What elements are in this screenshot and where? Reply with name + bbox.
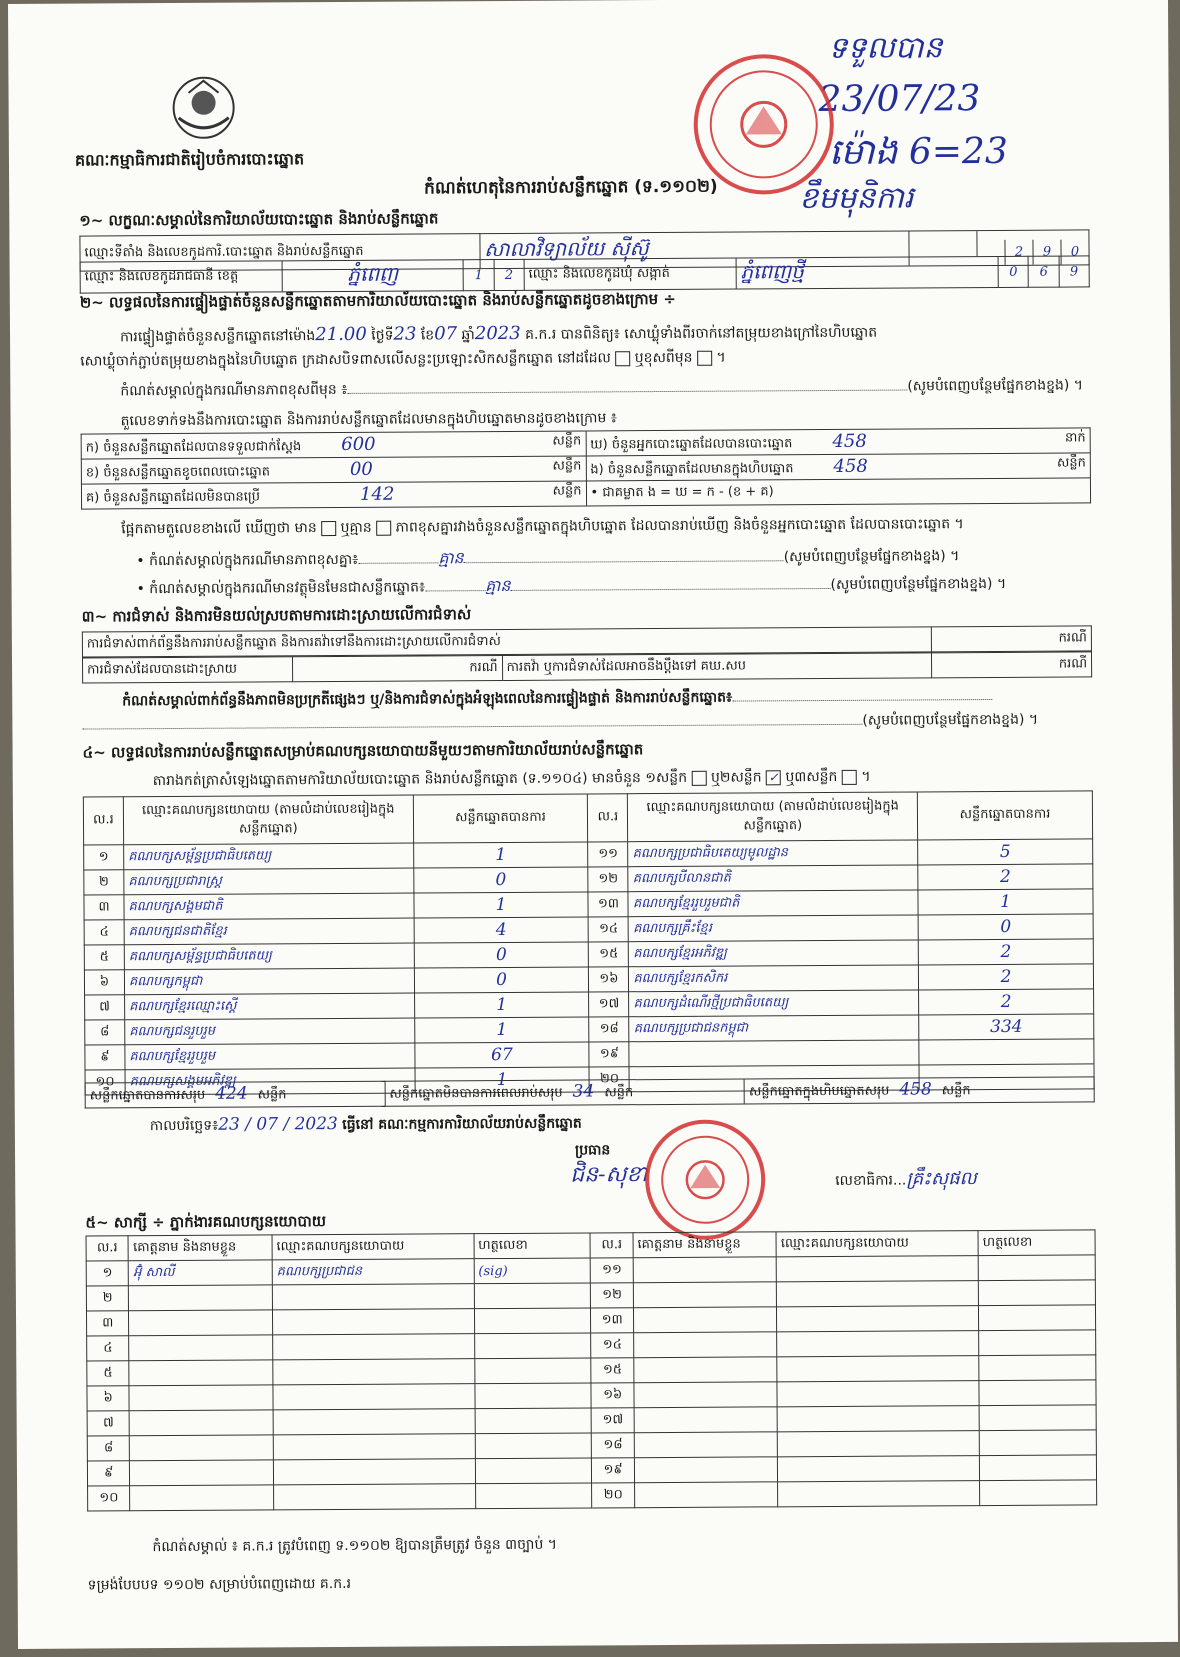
row-kha: ខ) ចំនួនសន្លឹកឆ្នោតខូចពេលបោះឆ្នោត 00 សន្លឹក [81, 456, 586, 484]
party-name: គណបក្សដំណើរថ្មីប្រជាធិបតេយ្យ [629, 990, 919, 1017]
witness-cell [634, 1457, 778, 1483]
witness-cell [978, 1255, 1095, 1281]
party-votes: 2 [918, 939, 1093, 965]
s2-results-intro: តួលេខទាក់ទងនឹងការបោះឆ្នោត និងការរាប់សន្លឹកឆ្នោតដែលមានក្នុងហិបឆ្នោតមានដូចខាងក្រោម ៖ [120, 410, 617, 430]
witness-cell [273, 1434, 475, 1460]
province-label: ឈ្មោះ និងលេខកូដរាជធានី ខេត្ត [80, 261, 282, 293]
party-no: ១៧ [589, 992, 629, 1017]
witness-cell [273, 1484, 475, 1510]
invalid-total: សន្លឹកឆ្នោតមិនបានការពេលរាប់សរុប 34 សន្លឹក [385, 1079, 745, 1106]
row-ka: ក) ចំនួនសន្លឹកឆ្នោតដែលបានទទួលជាក់ស្តែង 600 សន្លឹក [81, 431, 586, 459]
witness-table [86, 1229, 1098, 1511]
witness-cell: ១៨ [592, 1433, 635, 1458]
witness-cell [778, 1431, 980, 1457]
secretary: លេខាធិការ...គ្រឹះសុផល [835, 1168, 977, 1190]
party-name: គណបក្សខ្មែររួបរួមជាតិ [628, 890, 918, 917]
forwarded-label: ការតវ៉ា ឬការជំទាស់ដែលអាចនឹងប្តឹងទៅ គឃ.សប [502, 653, 932, 681]
witness-cell [777, 1381, 979, 1407]
party-votes: 1 [414, 892, 589, 918]
party-votes: 0 [414, 967, 589, 993]
nec-emblem-icon [168, 73, 238, 143]
witness-cell [634, 1357, 778, 1383]
s2-check-line: ផ្អែកតាមតួលេខខាងលើ ឃើញថា មាន ឬគ្មាន ភាពខុសគ្នារវាងចំនួនសន្លឹកឆ្នោតក្នុងហិបឆ្នោត ដែលបានរាប់ឃើញ និងចំនួនអ្នកបោះឆ្នោត ដែលបានបោះឆ្នោត ។ [121, 516, 964, 538]
witness-cell: ២ [86, 1286, 129, 1311]
party-votes: 2 [918, 864, 1093, 890]
witness-cell [475, 1383, 592, 1409]
witness-cell [777, 1356, 979, 1382]
party-no: ១៤ [589, 917, 629, 942]
party-no: ៨ [85, 1020, 125, 1045]
handwritten-note-1: ទទួលបាន [828, 30, 943, 66]
forwarded-unit: ករណី [932, 652, 1092, 678]
witness-cell [273, 1409, 475, 1435]
witness-cell [130, 1435, 274, 1461]
witness-cell [475, 1408, 592, 1434]
witness-cell [980, 1480, 1097, 1506]
witness-cell: ១២ [591, 1283, 634, 1308]
witness-cell [475, 1483, 592, 1509]
witness-cell: ១០ [88, 1486, 131, 1511]
witness-cell [129, 1360, 273, 1386]
w-col-name-2: គោត្តនាម និងនាមខ្លួន [633, 1232, 777, 1258]
party-name: គណបក្សខ្មែរកសិករ [629, 965, 919, 992]
checkbox-yes [615, 351, 630, 366]
row-ngo: ង) ចំនួនសន្លឹកឆ្នោតដែលមានក្នុងហិបឆ្នោត 458 សន្លឹក [586, 453, 1091, 481]
party-votes: 0 [414, 942, 589, 968]
witness-cell: ៩ [87, 1461, 130, 1486]
witness-cell [979, 1430, 1096, 1456]
party-no: ១៦ [589, 967, 629, 992]
location-table [80, 255, 1090, 293]
witness-cell [633, 1257, 777, 1283]
resolved-unit: ករណី [292, 655, 502, 681]
witness-cell [272, 1334, 474, 1360]
official-seal-bottom [645, 1119, 766, 1240]
party-votes: 0 [918, 914, 1093, 940]
row-ko: គ) ចំនួនសន្លឹកឆ្នោតដែលមិនបានប្រើ 142 សន្លឹក [81, 481, 586, 509]
party-name: គណបក្សសម្ព័ន្ធប្រជាធិបតេយ្យ [124, 843, 414, 870]
party-name: គណបក្សជនជាតិខ្មែរ [124, 918, 414, 945]
section-2-heading: ២~ លទ្ធផលនៃការផ្ទៀងផ្ទាត់ចំនួនសន្លឹកឆ្នោតតាមការិយាល័យបោះឆ្នោត និងរាប់សន្លឹកឆ្នោតដូចខាងក្រោម ÷ [79, 289, 677, 312]
col-no: ល.រ [83, 797, 123, 845]
handwritten-time: ម៉ោង 6=23 [828, 130, 1008, 173]
party-name: គណបក្សប្រជាធិបតេយ្យមូលដ្ឋាន [628, 840, 918, 867]
witness-cell: ៣ [86, 1311, 129, 1336]
chair-signature: ជិន-សុខា [570, 1162, 648, 1188]
w-col-party: ឈ្មោះគណបក្សនយោបាយ [272, 1234, 474, 1260]
party-no: ១០ [85, 1070, 125, 1095]
witness-cell [474, 1308, 591, 1334]
s2-note-diff: កំណត់សម្គាល់ក្នុងករណីមានភាពខុសពីមុន ៖ (សូមបំពេញបន្ថែមផ្នែកខាងខ្នង) ។ [120, 377, 1084, 400]
witness-cell [778, 1481, 980, 1507]
s2-line1: ការផ្ទៀងផ្ទាត់ចំនួនសន្លឹកឆ្នោតនៅម៉ោង21.00 ថ្ងៃទី23 ខែ07 ឆ្នាំ2023 គ.ក.រ បានពិនិត្យ៖ សោឃ្លុំទាំងពីរចាក់នៅតម្រុយខាងក្រៅនៃហិបឆ្នោត [119, 322, 878, 346]
witness-cell [273, 1359, 475, 1385]
witness-cell [273, 1459, 475, 1485]
party-votes: 4 [414, 917, 589, 943]
party-name: គណបក្សខ្មែរឈ្មោះស្តើ [125, 993, 415, 1020]
party-votes: 2 [919, 989, 1094, 1015]
w-col-sign-2: ហត្ថលេខា [978, 1230, 1095, 1256]
ballot-count-form [8, 0, 1178, 1649]
witness-cell [777, 1331, 979, 1357]
party-no: ៣ [84, 895, 124, 920]
party-votes: 1 [918, 889, 1093, 915]
party-votes: 0 [413, 867, 588, 893]
witness-cell [634, 1407, 778, 1433]
handwritten-signature-note: ខឹមមុនិការ [799, 180, 914, 217]
witness-cell: ១៥ [591, 1358, 634, 1383]
s2-note-nonballot: • កំណត់សម្គាល់ក្នុងករណីមានវត្ថុមិនមែនជាសន្លឹកឆ្នោត៖ គ្មាន (សូមបំពេញបន្ថែមផ្នែកខាងខ្នង) ។ [136, 575, 1007, 598]
commune-code-1: 0 [998, 256, 1028, 287]
party-votes: 1 [414, 992, 589, 1018]
witness-cell [778, 1456, 980, 1482]
footer-note: កំណត់សម្គាល់ ៖ គ.ក.រ ត្រូវបំពេញ ទ.១១០២ ឱ្យបានត្រឹមត្រូវ ចំនួន ៣ច្បាប់ ។ [152, 1536, 558, 1556]
witness-cell [474, 1358, 591, 1384]
witness-cell [129, 1385, 273, 1411]
witness-cell: ១៩ [592, 1458, 635, 1483]
party-no: ៧ [85, 995, 125, 1020]
witness-cell [979, 1355, 1096, 1381]
official-seal-top [693, 54, 834, 195]
party-votes [919, 1039, 1094, 1065]
organization-name: គណៈកម្មាធិការជាតិរៀបចំការបោះឆ្នោត [74, 149, 305, 170]
w-col-name: គោត្តនាម និងនាមខ្លួន [128, 1235, 272, 1261]
party-name: គណបក្សកម្ពុជា [124, 968, 414, 995]
party-votes: 1 [413, 842, 588, 868]
witness-cell [777, 1281, 979, 1307]
party-name [629, 1040, 919, 1067]
resolved-label: ការជំទាស់ដែលបានដោះស្រាយ [82, 657, 292, 683]
party-no: ៤ [84, 920, 124, 945]
vote-totals-table [85, 1076, 1095, 1108]
date-signed: កាលបរិច្ឆេទ៖23 / 07 / 2023 ធ្វើនៅ គណៈកម្មការការិយាល័យរាប់សន្លឹកឆ្នោត [149, 1114, 582, 1135]
commune-name: ភ្នំពេញថ្មី [736, 256, 999, 289]
commune-code-3: 9 [1059, 256, 1090, 287]
party-name: គណបក្សសង្គមជាតិ [124, 893, 414, 920]
witness-cell [634, 1482, 778, 1508]
party-votes: 1 [415, 1067, 590, 1093]
witness-cell [130, 1485, 274, 1511]
s3-note: កំណត់សម្គាល់ពាក់ព័ន្ធនឹងភាពមិនប្រក្រតីផ្សេងៗ ឬ/និងការជំទាស់ក្នុងអំឡុងពេលនៃការផ្ទៀងផ្ទាត់ និងការរាប់សន្លឹកឆ្នោត៖ [122, 686, 992, 712]
party-votes: 1 [414, 1017, 589, 1043]
complaints-row-1: ការជំទាស់ពាក់ព័ន្ធនឹងការរាប់សន្លឹកឆ្នោត និងការតវ៉ាទៅនឹងការដោះស្រាយលើការជំទាស់ [82, 627, 931, 657]
w-col-sign: ហត្ថលេខា [474, 1233, 591, 1259]
witness-cell [633, 1282, 777, 1308]
witness-cell [474, 1333, 591, 1359]
complaints-row-1-unit: ករណី [932, 626, 1092, 652]
row-gho: ឃ) ចំនួនអ្នកបោះឆ្នោតដែលបានបោះឆ្នោត 458 នាក់ [586, 428, 1091, 456]
witness-cell [978, 1280, 1095, 1306]
party-name: គណបក្សបីលានជាតិ [628, 865, 918, 892]
box-total: សន្លឹកឆ្នោតក្នុងហិបឆ្នោតសរុប 458 សន្លឹក [744, 1077, 1094, 1104]
section-4-heading: ៤~ លទ្ធផលនៃការរាប់សន្លឹកឆ្នោតសម្រាប់គណបក្សនយោបាយនីមួយៗតាមការិយាល័យរាប់សន្លឹកឆ្នោត [82, 740, 644, 762]
col-party-2: ឈ្មោះគណបក្សនយោបាយ (តាមលំដាប់លេខរៀងក្នុងសន្លឹកឆ្នោត) [628, 792, 918, 842]
party-no: ៦ [84, 970, 124, 995]
province-name: ភ្នំពេញ [282, 260, 464, 292]
party-no: ១ [84, 845, 124, 870]
witness-cell [777, 1306, 979, 1332]
witness-row [88, 1480, 1097, 1511]
witness-cell [129, 1285, 273, 1311]
witness-cell: ១៦ [591, 1383, 634, 1408]
w-col-party-2: ឈ្មោះគណបក្សនយោបាយ [776, 1231, 978, 1257]
witness-cell: ៦ [87, 1386, 130, 1411]
witness-cell [634, 1382, 778, 1408]
witness-cell [474, 1283, 591, 1309]
witness-cell [979, 1305, 1096, 1331]
witness-cell: ១ [86, 1261, 129, 1286]
chair-label: ប្រធាន [574, 1142, 611, 1159]
station-code: 2 9 0 [909, 230, 1089, 266]
footer-form-id: ទម្រង់បែបបទ ១១០២ សម្រាប់បំពេញដោយ គ.ក.រ [87, 1575, 352, 1594]
party-no: ២០ [589, 1067, 629, 1092]
col-votes-2: សន្លឹកឆ្នោតបានការ [917, 791, 1092, 840]
party-results-table [83, 790, 1095, 1095]
party-votes: 2 [919, 964, 1094, 990]
witness-cell [272, 1309, 474, 1335]
witness-cell [979, 1405, 1096, 1431]
party-no: ១២ [588, 867, 628, 892]
party-name: គណបក្សជនរួបរួម [125, 1018, 415, 1045]
witness-cell: ១៤ [591, 1333, 634, 1358]
province-code-2: 2 [494, 259, 524, 290]
witness-cell [979, 1330, 1096, 1356]
witness-cell [130, 1460, 274, 1486]
party-name: គណបក្សប្រជាជនកម្ពុជា [629, 1015, 919, 1042]
ballot-reconciliation-table [81, 427, 1091, 509]
province-code-1: 1 [463, 260, 493, 291]
w-col-no-2: ល.រ [590, 1233, 633, 1258]
s2-line2: សោឃ្លុំចាក់ភ្ជាប់តម្រុយខាងក្នុងនៃហិបឆ្នោត ក្រដាសបិទពាសលើសន្លះប្រឡោះសិកសន្លឹកឆ្នោត នៅដដែល ឬខុសពីមុន ។ [80, 349, 726, 370]
station-name: សាលាវិទ្យាល័យ ស៊ីស៊ូ [480, 231, 910, 269]
row-formula: • ជាគម្លាត ង = ឃ = ក - (ខ + គ) [586, 478, 1091, 506]
party-no: ១៥ [589, 942, 629, 967]
commune-label: ឈ្មោះ និងលេខកូដឃុំ សង្កាត់ [524, 258, 736, 290]
checkbox-different [697, 350, 712, 365]
witness-cell [777, 1406, 979, 1432]
party-no: ១៩ [589, 1042, 629, 1067]
col-votes: សន្លឹកឆ្នោតបានការ [413, 794, 588, 843]
party-name: គណបក្សប្រជារាស្ត្រ [124, 868, 414, 895]
party-votes: 334 [919, 1014, 1094, 1040]
witness-cell [129, 1335, 273, 1361]
witness-cell [634, 1332, 778, 1358]
s3-note-line2: (សូមបំពេញបន្ថែមផ្នែកខាងខ្នង) ។ [82, 710, 1038, 737]
section-1-heading: ១~ លក្ខណៈសម្គាល់នៃការិយាល័យបោះឆ្នោត និងរាប់សន្លឹកឆ្នោត [79, 209, 439, 230]
party-name: គណបក្សសង្គមអភិវឌ្ឍ [125, 1068, 415, 1095]
witness-cell [475, 1433, 592, 1459]
s4-sheet-count: តារាងកត់ត្រាសំឡេងឆ្នោតតាមការិយាល័យបោះឆ្នោត និងរាប់សន្លឹកឆ្នោត (ទ.១១០៤) មានចំនួន ១សន្លឹក ឬ២សន្លឹក ✓ ឬ៣សន្លឹក ។ [152, 768, 871, 790]
col-no-2: ល.រ [588, 794, 628, 842]
party-no: ៥ [84, 945, 124, 970]
witness-cell: ១៧ [592, 1408, 635, 1433]
party-name: គណបក្សគ្រឹះខ្មែរ [629, 915, 919, 942]
party-no: ១៣ [588, 892, 628, 917]
witness-cell: (sig) [474, 1258, 591, 1284]
witness-cell: គណបក្សប្រជាជន [272, 1259, 474, 1285]
witness-cell: ២០ [592, 1483, 635, 1508]
party-no: ២ [84, 870, 124, 895]
col-party: ឈ្មោះគណបក្សនយោបាយ (តាមលំដាប់លេខរៀងក្នុងសន្លឹកឆ្នោត) [123, 795, 413, 845]
witness-cell [129, 1310, 273, 1336]
section-3-heading: ៣~ ការជំទាស់ និងការមិនយល់ស្របតាមការដោះស្រាយលើការជំទាស់ [81, 605, 472, 626]
witness-cell: ៨ [87, 1436, 130, 1461]
w-col-no: ល.រ [86, 1236, 129, 1261]
section-5-heading: ៥~ សាក្សី ÷ ភ្នាក់ងារគណបក្សនយោបាយ [85, 1212, 327, 1232]
party-name: គណបក្សខ្មែររួបរួម [125, 1043, 415, 1070]
party-name: គណបក្សសម្ព័ន្ធប្រជាធិបតេយ្យ [124, 943, 414, 970]
party-votes: 67 [414, 1042, 589, 1068]
witness-cell: ១៣ [591, 1308, 634, 1333]
witness-cell [475, 1458, 592, 1484]
witness-cell [634, 1432, 778, 1458]
party-no: ១១ [588, 842, 628, 867]
witness-cell [979, 1455, 1096, 1481]
handwritten-date: 23/07/23 [818, 78, 981, 121]
commune-code-2: 6 [1028, 256, 1058, 287]
witness-cell [979, 1380, 1096, 1406]
witness-cell: ១១ [591, 1258, 634, 1283]
party-name: គណបក្សខ្មែរអភិវឌ្ឍ [629, 940, 919, 967]
witness-cell [273, 1384, 475, 1410]
party-votes: 5 [918, 839, 1093, 865]
witness-cell: អ៊ុំ សាលី [129, 1260, 273, 1286]
s2-note-diff2: • កំណត់សម្គាល់ក្នុងករណីមានភាពខុសគ្នា៖ គ្មាន (សូមបំពេញបន្ថែមផ្នែកខាងខ្នង) ។ [136, 548, 960, 570]
party-no: ៩ [85, 1045, 125, 1070]
witness-cell [130, 1410, 274, 1436]
page-title: កំណត់ហេតុនៃការរាប់សន្លឹកឆ្នោត (ទ.១១០២) [424, 176, 718, 199]
witness-cell: ៥ [87, 1361, 130, 1386]
resolved-complaints-table [82, 651, 1092, 683]
station-label: ឈ្មោះទីតាំង និងលេខកូដការិ.បោះឆ្នោត និងរាប់សន្លឹកឆ្នោត [80, 234, 480, 271]
witness-cell: ៧ [87, 1411, 130, 1436]
witness-cell [776, 1256, 978, 1282]
party-no: ១៨ [589, 1017, 629, 1042]
witness-cell [272, 1284, 474, 1310]
witness-cell [633, 1307, 777, 1333]
witness-cell: ៤ [87, 1336, 130, 1361]
valid-total: សន្លឹកឆ្នោតបានការសរុប 424 សន្លឹក [85, 1081, 385, 1108]
